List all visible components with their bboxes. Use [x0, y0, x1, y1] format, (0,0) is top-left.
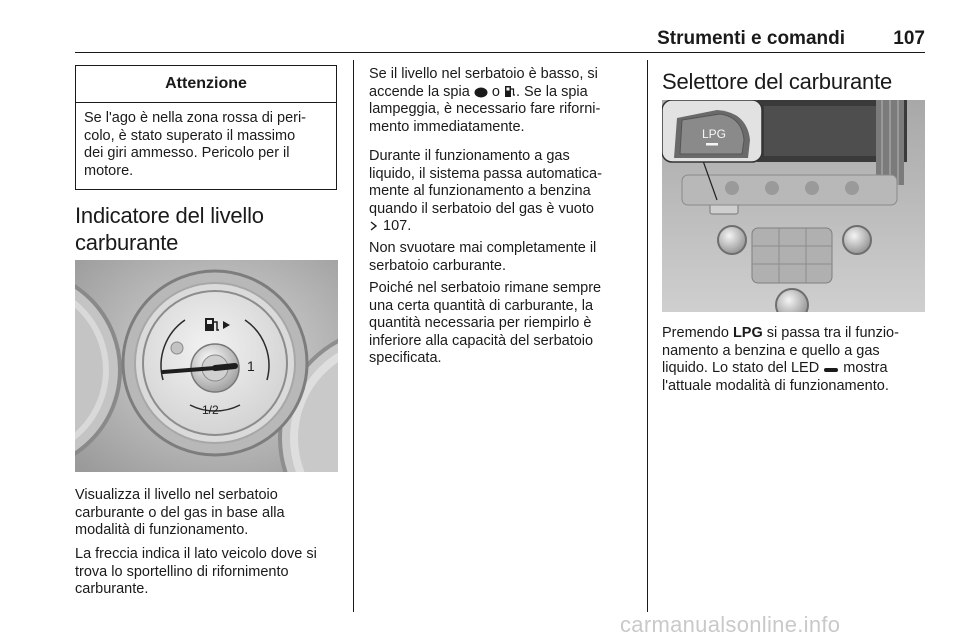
fuel-arrow-description: [75, 546, 350, 599]
text-line: Premendo LPG si passa tra il funzio-: [662, 325, 899, 341]
text-line: trova lo sportellino di rifornimento: [75, 563, 289, 580]
lpg-button-label: LPG: [702, 127, 727, 141]
text-line: lampeggia, è necessario fare riforni-: [369, 101, 601, 117]
warning-line: dei giri ammesso. Pericolo per il: [84, 145, 290, 161]
warning-title: Attenzione: [76, 66, 336, 103]
warning-line: motore.: [84, 162, 134, 179]
led-indicator-icon: [823, 366, 839, 374]
text-line: specificata.: [369, 350, 442, 366]
text-line: Visualizza il livello nel serbatoio: [75, 487, 278, 503]
text-line: inferiore alla capacità del serbatoio: [369, 332, 594, 349]
do-not-empty-paragraph: [369, 240, 641, 275]
fuel-selector-heading: Selettore del carburante: [662, 69, 893, 94]
text-line: namento a benzina e quello a gas: [662, 342, 880, 359]
text-line: quantità necessaria per riempirlo è: [369, 315, 592, 331]
page-reference-icon: [369, 220, 379, 232]
text-line: una certa quantità di carburante, la: [369, 297, 594, 314]
page-header: [75, 28, 925, 50]
text-line: liquido. Lo stato del LED mostra: [662, 360, 888, 376]
fuel-warning-light-icon: [504, 85, 516, 98]
warning-box: [75, 65, 337, 190]
text-line: 107.: [369, 218, 641, 236]
text-line: Se il livello nel serbatoio è basso, si: [369, 66, 598, 82]
lpg-button-image: [662, 100, 925, 312]
column-divider-1: [353, 60, 354, 612]
text-line: quando il serbatoio del gas è vuoto: [369, 200, 594, 217]
heading-line: Indicatore del livello: [75, 203, 264, 228]
text-line: carburante o del gas in base alla: [75, 504, 285, 521]
page-number: 107: [893, 28, 925, 49]
low-fuel-paragraph: [369, 66, 641, 136]
text-line: mente al funzionamento a benzina: [369, 183, 591, 199]
text-line: accende la spia o . Se la spia: [369, 83, 588, 100]
header-rule: [75, 52, 925, 53]
gauge-label-half: 1/2: [202, 403, 219, 417]
text-line: liquido, il sistema passa automatica-: [369, 165, 602, 182]
gauge-label-full: 1: [247, 358, 255, 374]
text-line: La freccia indica il lato veicolo dove si: [75, 546, 317, 562]
text-line: serbatoio carburante.: [369, 257, 507, 274]
text-line: Durante il funzionamento a gas: [369, 148, 570, 164]
column-divider-2: [647, 60, 648, 612]
text-line: l'attuale modalità di funzionamento.: [662, 377, 889, 394]
text-line: mento immediatamente.: [369, 118, 525, 135]
fuel-level-heading: [75, 202, 264, 256]
watermark: carmanualsonline.info: [620, 612, 841, 637]
text-line: modalità di funzionamento.: [75, 522, 249, 538]
heading-line: carburante: [75, 230, 179, 255]
text-line: Non svuotare mai completamente il: [369, 240, 597, 256]
lpg-warning-light-icon: [474, 87, 488, 98]
warning-line: colo, è stato superato il massimo: [84, 127, 296, 144]
fuel-description: [75, 487, 350, 540]
warning-line: Se l'ago è nella zona rossa di peri-: [84, 110, 307, 126]
section-title: Strumenti e comandi: [657, 28, 845, 49]
lpg-description: [662, 325, 927, 395]
tank-capacity-paragraph: [369, 280, 644, 368]
text-line: carburante.: [75, 581, 149, 597]
warning-text: [76, 103, 336, 180]
fuel-gauge-image: [75, 260, 338, 472]
gas-operation-paragraph: [369, 148, 641, 236]
text-line: Poiché nel serbatoio rimane sempre: [369, 280, 602, 296]
